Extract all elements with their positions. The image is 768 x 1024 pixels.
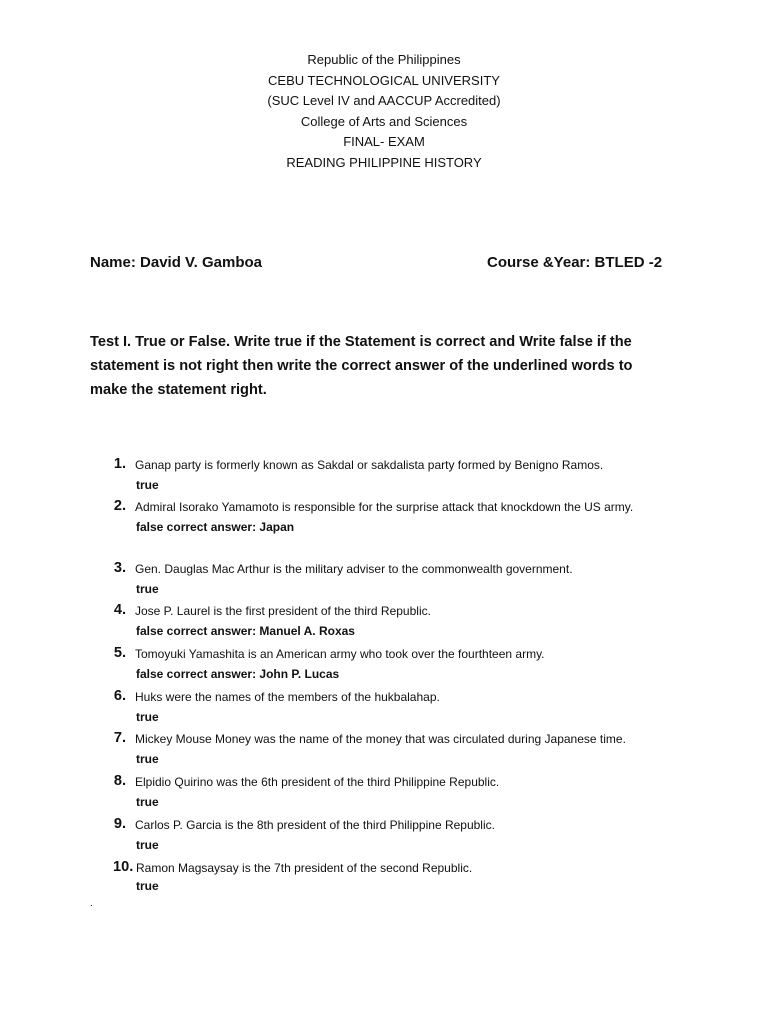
question-number: 3. bbox=[113, 560, 126, 576]
question-text: Ramon Magsaysay is the 7th president of the second Republic. bbox=[136, 861, 473, 875]
question-text: Huks were the names of the members of the hukbalahap. bbox=[135, 690, 440, 704]
question-text: Carlos P. Garcia is the 8th president of the third Philippine Republic. bbox=[135, 818, 495, 832]
student-name: Name: David V. Gamboa bbox=[90, 254, 263, 271]
question-text: Admiral Isorako Yamamoto is responsible for the surprise attack that knockdown the US army. bbox=[135, 500, 634, 514]
question-number: 4. bbox=[113, 602, 126, 618]
question-number: 5. bbox=[113, 645, 126, 661]
header-university: CEBU TECHNOLOGICAL UNIVERSITY bbox=[268, 72, 500, 88]
question-answer: true bbox=[136, 795, 159, 809]
footer-mark: . bbox=[90, 898, 93, 909]
course-year: Course &Year: BTLED -2 bbox=[487, 254, 663, 271]
question-text: Elpidio Quirino was the 6th president of the third Philippine Republic. bbox=[135, 775, 500, 789]
header-subject: READING PHILIPPINE HISTORY bbox=[286, 154, 482, 170]
instructions-line-2: statement is not right then write the correct answer of the underlined words to bbox=[90, 358, 633, 374]
instructions-line-1: Test I. True or False. Write true if the Statement is correct and Write false if the bbox=[90, 334, 632, 350]
question-answer: false correct answer: John P. Lucas bbox=[136, 667, 340, 681]
header-accreditation: (SUC Level IV and AACCUP Accredited) bbox=[267, 93, 501, 109]
question-number: 10. bbox=[113, 859, 134, 875]
document-header bbox=[0, 50, 768, 174]
question-answer: true bbox=[136, 582, 159, 596]
question-answer: true bbox=[136, 478, 159, 492]
question-number: 8. bbox=[113, 773, 126, 789]
test-instructions bbox=[90, 330, 680, 402]
question-answer: true bbox=[136, 879, 159, 893]
question-answer: false correct answer: Manuel A. Roxas bbox=[136, 624, 355, 638]
question-number: 6. bbox=[113, 688, 126, 704]
question-answer: true bbox=[136, 838, 159, 852]
question-text: Gen. Dauglas Mac Arthur is the military adviser to the commonwealth government. bbox=[135, 562, 573, 576]
question-text: Jose P. Laurel is the first president of the third Republic. bbox=[135, 604, 431, 618]
question-answer: true bbox=[136, 752, 159, 766]
question-number: 9. bbox=[113, 816, 126, 832]
question-number: 7. bbox=[113, 730, 126, 746]
question-text: Mickey Mouse Money was the name of the money that was circulated during Japanese time. bbox=[135, 732, 626, 746]
question-answer: true bbox=[136, 710, 159, 724]
question-number: 1. bbox=[113, 456, 126, 472]
header-exam-type: FINAL- EXAM bbox=[343, 134, 425, 150]
question-text: Ganap party is formerly known as Sakdal or sakdalista party formed by Benigno Ramos. bbox=[135, 458, 604, 472]
question-text: Tomoyuki Yamashita is an American army who took over the fourthteen army. bbox=[135, 647, 545, 661]
question-answer: false correct answer: Japan bbox=[136, 520, 295, 534]
question-number: 2. bbox=[113, 498, 126, 514]
header-republic: Republic of the Philippines bbox=[307, 52, 461, 67]
header-college: College of Arts and Sciences bbox=[300, 113, 468, 129]
instructions-line-3: make the statement right. bbox=[90, 382, 267, 398]
